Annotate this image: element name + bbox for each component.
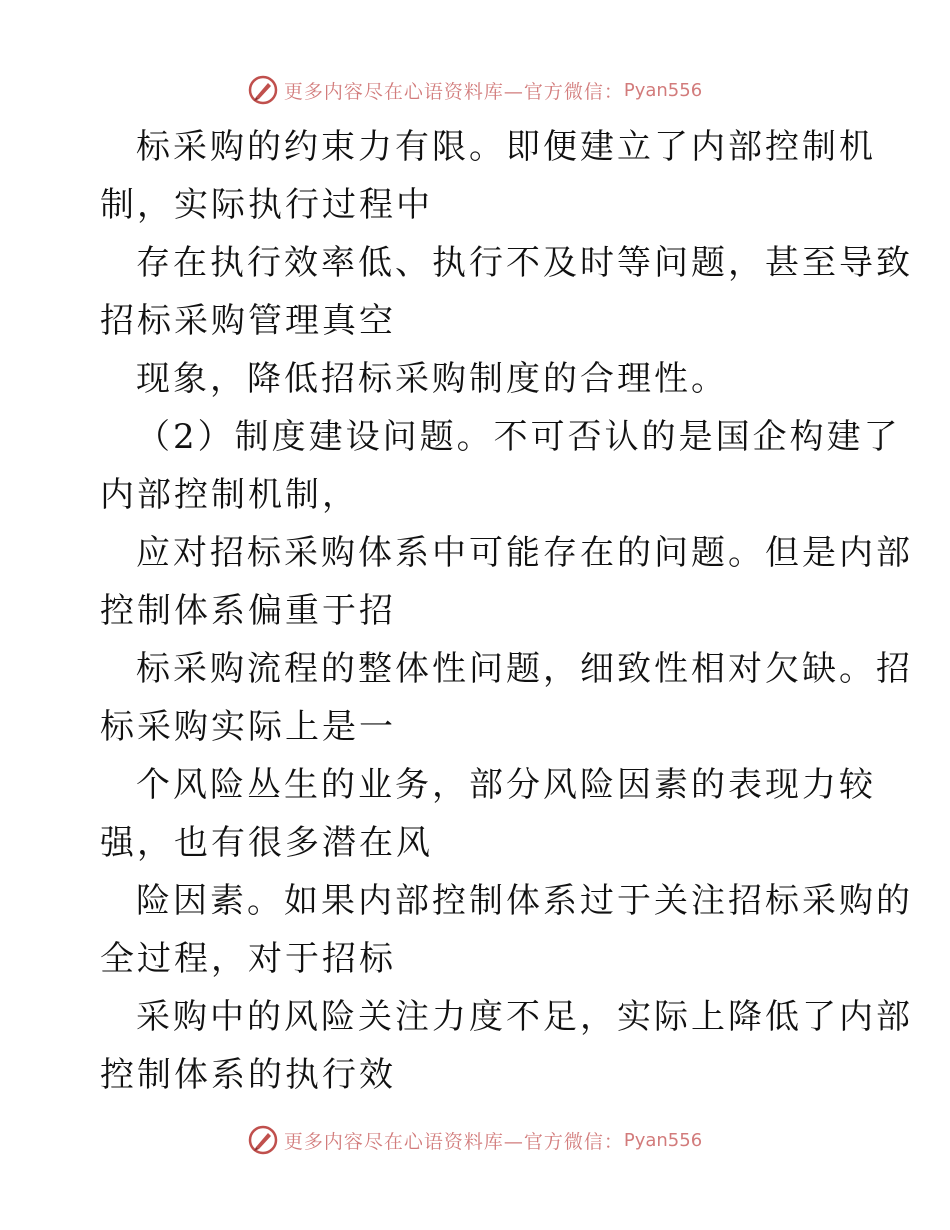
- text-line: 控制体系偏重于招: [100, 591, 396, 631]
- text-line: 全过程，对于招标: [100, 939, 396, 979]
- text-line: 存在执行效率低、执行不及时等问题，甚至导致: [136, 243, 913, 283]
- text-line: 个风险丛生的业务，部分风险因素的表现力较: [136, 765, 876, 805]
- text-line: 现象，降低招标采购制度的合理性。: [136, 359, 728, 399]
- text-line: 采购中的风险关注力度不足，实际上降低了内部: [136, 997, 913, 1037]
- text-line: 应对招标采购体系中可能存在的问题。但是内部: [136, 533, 913, 573]
- text-line: 强，也有很多潜在风: [100, 823, 433, 863]
- footer-watermark: [0, 1120, 950, 1160]
- document-body: [100, 118, 913, 1104]
- text-line: 制，实际执行过程中: [100, 185, 433, 225]
- pen-logo-icon: [248, 1125, 278, 1155]
- header-watermark: [0, 70, 950, 110]
- text-line: 招标采购管理真空: [100, 301, 396, 341]
- text-line: 控制体系的执行效: [100, 1055, 396, 1095]
- watermark-wechat-id: Pyan556: [623, 79, 703, 101]
- watermark-text: 更多内容尽在心语资料库—官方微信：: [283, 80, 624, 103]
- watermark-wechat-id: Pyan556: [623, 1129, 703, 1151]
- text-line: 标采购流程的整体性问题，细致性相对欠缺。招: [136, 649, 913, 689]
- watermark-text: 更多内容尽在心语资料库—官方微信：: [283, 1130, 624, 1153]
- text-line: （2）制度建设问题。不可否认的是国企构建了: [136, 417, 901, 457]
- text-line: 险因素。如果内部控制体系过于关注招标采购的: [136, 881, 913, 921]
- text-line: 内部控制机制，: [100, 475, 359, 515]
- text-line: 标采购实际上是一: [100, 707, 396, 747]
- pen-logo-icon: [248, 75, 278, 105]
- text-line: 标采购的约束力有限。即便建立了内部控制机: [136, 127, 876, 167]
